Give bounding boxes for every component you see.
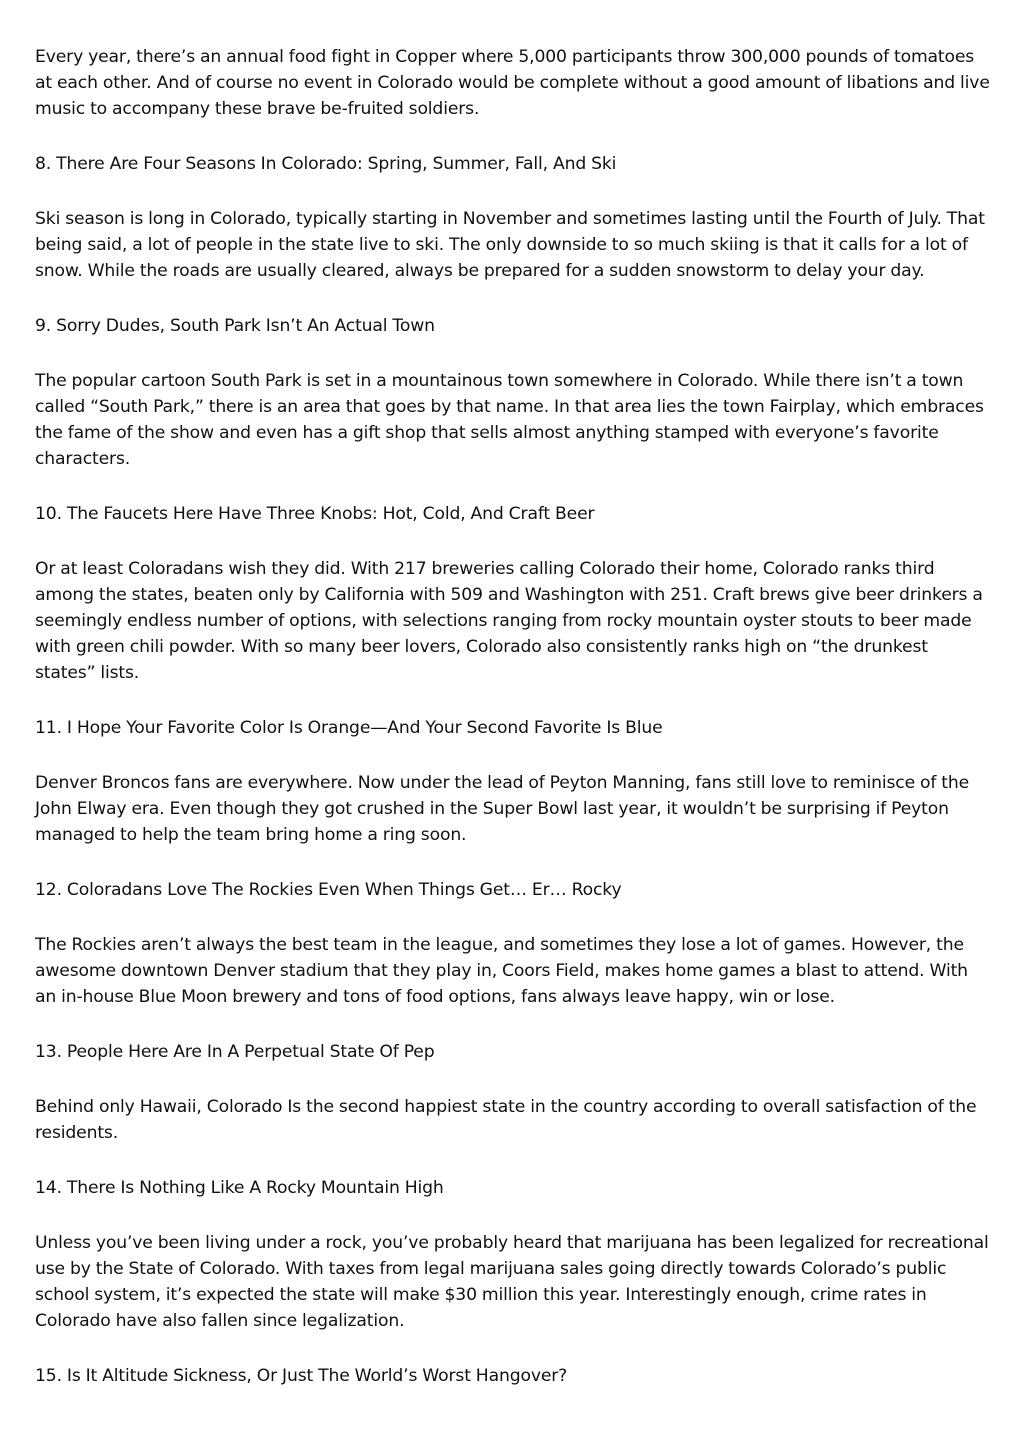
article-body (35, 44, 993, 1418)
section-heading-14: 14. There Is Nothing Like A Rocky Mountain High (35, 1178, 444, 1198)
intro-paragraph: Every year, there’s an annual food fight in Copper where 5,000 participants throw 300,000 pounds of tomatoes at each other. And of course no event in Colorado would be complete without a good amount of libations and live music to accompany these brave be-fruited soldiers. (35, 47, 990, 119)
section-body-13: Behind only Hawaii, Colorado Is the second happiest state in the country according to overall satisfaction of the residents. (35, 1097, 977, 1143)
section-body-8: Ski season is long in Colorado, typically starting in November and sometimes lasting until the Fourth of July. That being said, a lot of people in the state live to ski. The only downside to so much skiing is that it calls for a lot of snow. While the roads are usually cleared, always be prepared for a sudden snowstorm to delay your day. (35, 209, 985, 281)
section-body-10: Or at least Coloradans wish they did. With 217 breweries calling Colorado their home, Colorado ranks third among the states, beaten only by California with 509 and Washington with 251. Craft brews give beer drinkers a seemingly endless number of options, with selections ranging from rocky mountain oyster stouts to beer made with green chili powder. With so many beer lovers, Colorado also consistently ranks high on “the drunkest states” lists. (35, 559, 983, 683)
section-body-14: Unless you’ve been living under a rock, you’ve probably heard that marijuana has been legalized for recreational use by the State of Colorado. With taxes from legal marijuana sales going directly towards Colorado’s public school system, it’s expected the state will make $30 million this year. Interestingly enough, crime rates in Colorado have also fallen since legalization. (35, 1233, 989, 1331)
section-heading-8: 8. There Are Four Seasons In Colorado: Spring, Summer, Fall, And Ski (35, 154, 617, 174)
section-body-9: The popular cartoon South Park is set in a mountainous town somewhere in Colorado. While there isn’t a town called “South Park,” there is an area that goes by that name. In that area lies the town Fairplay, which embraces the fame of the show and even has a gift shop that sells almost anything stamped with everyone’s favorite characters. (35, 371, 984, 469)
section-heading-9: 9. Sorry Dudes, South Park Isn’t An Actual Town (35, 316, 435, 336)
section-heading-13: 13. People Here Are In A Perpetual State Of Pep (35, 1042, 435, 1062)
section-body-11: Denver Broncos fans are everywhere. Now under the lead of Peyton Manning, fans still love to reminisce of the John Elway era. Even though they got crushed in the Super Bowl last year, it wouldn’t be surprising if Peyton managed to help the team bring home a ring soon. (35, 773, 970, 845)
section-heading-12: 12. Coloradans Love The Rockies Even When Things Get… Er… Rocky (35, 880, 622, 900)
section-heading-11: 11. I Hope Your Favorite Color Is Orange—And Your Second Favorite Is Blue (35, 718, 663, 738)
section-heading-10: 10. The Faucets Here Have Three Knobs: Hot, Cold, And Craft Beer (35, 504, 595, 524)
section-heading-15: 15. Is It Altitude Sickness, Or Just The World’s Worst Hangover? (35, 1366, 568, 1386)
section-body-12: The Rockies aren’t always the best team in the league, and sometimes they lose a lot of games. However, the awesome downtown Denver stadium that they play in, Coors Field, makes home games a blast to attend. With an in-house Blue Moon brewery and tons of food options, fans always leave happy, win or lose. (35, 935, 968, 1007)
